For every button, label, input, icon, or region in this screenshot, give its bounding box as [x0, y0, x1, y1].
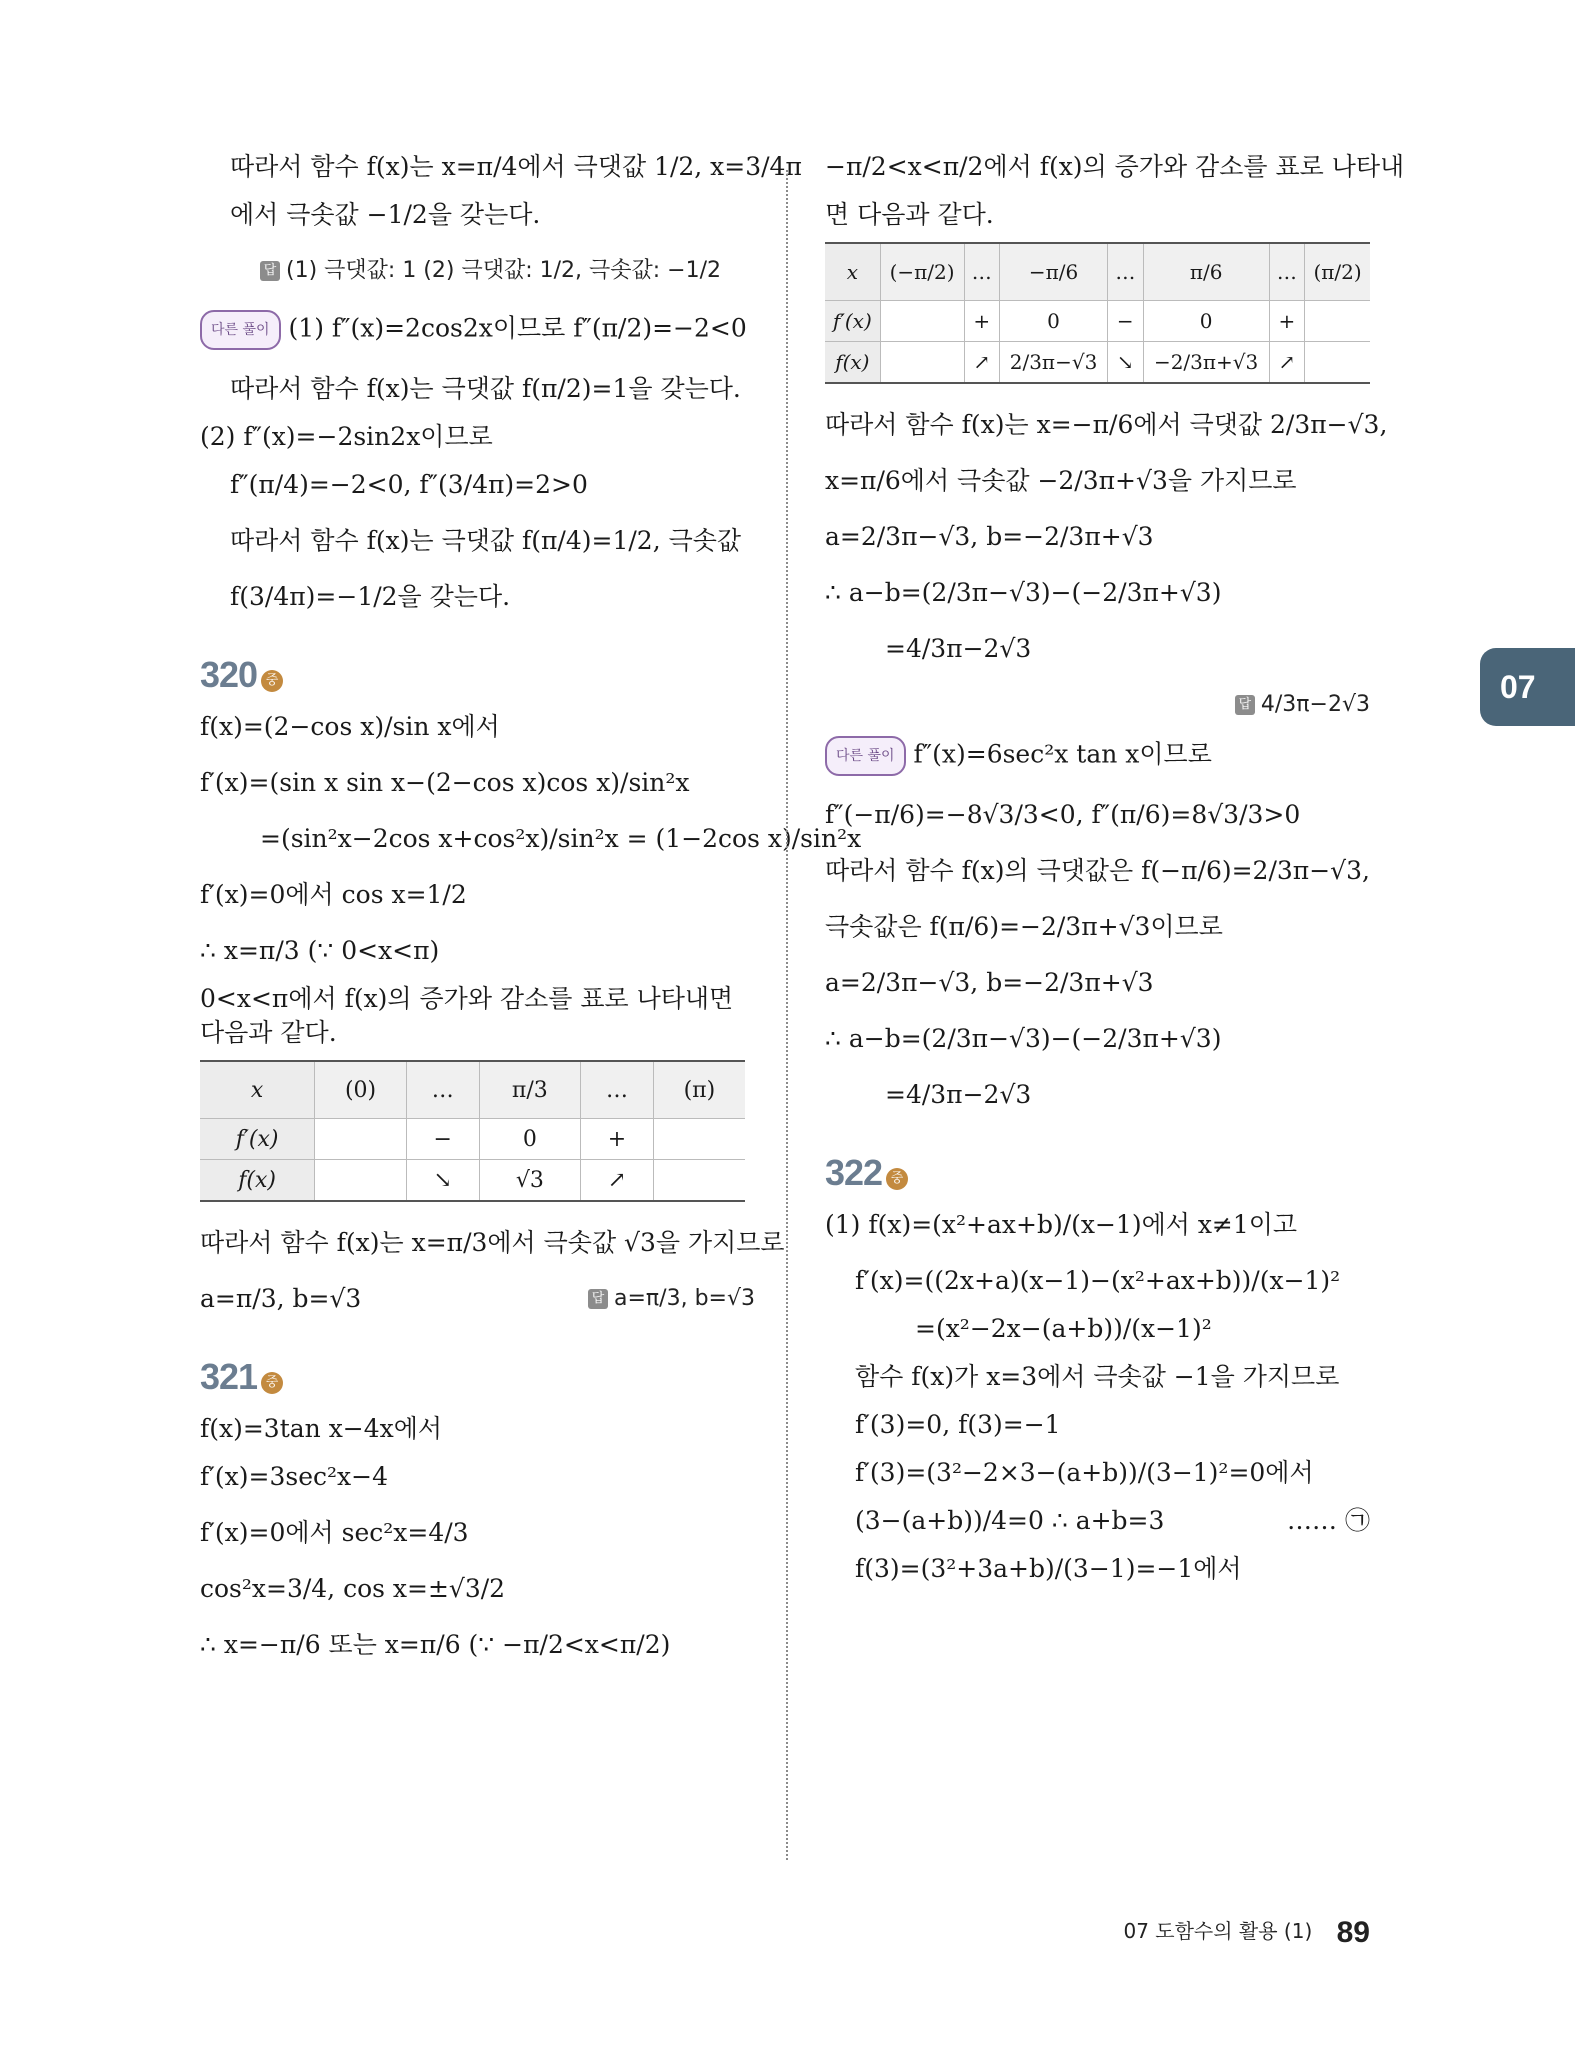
- alt-solution-badge: 다른 풀이: [825, 736, 906, 776]
- alt-solution-badge: 다른 풀이: [200, 310, 281, 350]
- text-line: ∴ a−b=(2/3π−√3)−(−2/3π+√3): [825, 578, 1222, 607]
- text-line: 에서 극솟값 −1/2을 갖는다.: [230, 200, 541, 229]
- text-line: =4/3π−2√3: [885, 1080, 1032, 1109]
- table-cell: (−π/2): [880, 243, 964, 301]
- table-row: [825, 301, 1370, 342]
- chapter-title: 07 도함수의 활용 (1): [1123, 1919, 1313, 1943]
- table-cell: [880, 342, 964, 384]
- table-cell: [1305, 301, 1370, 342]
- table-cell: [1305, 342, 1370, 384]
- answer-icon: 답: [1235, 695, 1255, 715]
- table-cell: 2/3π−√3: [999, 342, 1107, 384]
- text-line: f(3/4π)=−1/2을 갖는다.: [230, 582, 511, 611]
- problem-number: 320: [200, 654, 258, 695]
- text-line: f″(−π/6)=−8√3/3<0, f″(π/6)=8√3/3>0: [825, 800, 1301, 829]
- table-row: [825, 342, 1370, 384]
- answer-line: [200, 254, 755, 288]
- text-line: 따라서 함수 f(x)는 x=π/3에서 극솟값 √3을 가지므로: [200, 1228, 785, 1257]
- variation-table-320: [200, 1060, 745, 1202]
- text-line: ∴ x=π/3 (∵ 0<x<π): [200, 936, 440, 965]
- text-line: =(x²−2x−(a+b))/(x−1)²: [915, 1314, 1212, 1343]
- text-line: (2) f″(x)=−2sin2x이므로: [200, 422, 493, 451]
- table-cell: +: [581, 1119, 654, 1160]
- text-line: 함수 f(x)가 x=3에서 극솟값 −1을 가지므로: [855, 1362, 1340, 1391]
- table-row: [200, 1061, 745, 1119]
- text-line: (1) f(x)=(x²+ax+b)/(x−1)에서 x≠1이고: [825, 1210, 1298, 1239]
- table-row: [825, 243, 1370, 301]
- table-cell: …: [964, 243, 999, 301]
- alt-solution-line: [825, 736, 1370, 776]
- text-line: f″(x)=6sec²x tan x이므로: [913, 739, 1212, 769]
- table-cell: [315, 1160, 407, 1202]
- table-cell: (π/2): [1305, 243, 1370, 301]
- text-line: 따라서 함수 f(x)는 x=−π/6에서 극댓값 2/3π−√3,: [825, 410, 1388, 439]
- table-cell: 0: [479, 1119, 581, 1160]
- text-line: f′(x)=((2x+a)(x−1)−(x²+ax+b))/(x−1)²: [855, 1266, 1341, 1295]
- text-line: f(x)=3tan x−4x에서: [200, 1414, 443, 1443]
- difficulty-badge: 중: [261, 670, 283, 692]
- text-line: −π/2<x<π/2에서 f(x)의 증가와 감소를 표로 나타내: [825, 152, 1405, 181]
- table-cell: −π/6: [999, 243, 1107, 301]
- text-line: [200, 1282, 755, 1316]
- text-line: 따라서 함수 f(x)는 극댓값 f(π/2)=1을 갖는다.: [230, 374, 741, 403]
- column-divider: [786, 170, 788, 1860]
- table-cell: −: [406, 1119, 479, 1160]
- problem-header-322: [825, 1152, 1370, 1194]
- table-cell: +: [1269, 301, 1304, 342]
- table-cell: f(x): [825, 342, 880, 384]
- table-cell: ↗: [964, 342, 999, 384]
- problem-header-321: [200, 1356, 755, 1398]
- text-line: =(sin²x−2cos x+cos²x)/sin²x = (1−2cos x)/sin²x: [260, 824, 862, 853]
- problem-number: 321: [200, 1356, 258, 1397]
- table-cell: π/3: [479, 1061, 581, 1119]
- text-line: cos²x=3/4, cos x=±√3/2: [200, 1574, 506, 1603]
- text-line: ∴ a−b=(2/3π−√3)−(−2/3π+√3): [825, 1024, 1222, 1053]
- equation-text: (3−(a+b))/4=0 ∴ a+b=3: [855, 1506, 1165, 1535]
- difficulty-badge: 중: [886, 1168, 908, 1190]
- answer-icon: 답: [260, 261, 280, 281]
- text-line: 극솟값은 f(π/6)=−2/3π+√3이므로: [825, 912, 1223, 941]
- problem-number: 322: [825, 1152, 883, 1193]
- text-line: f″(π/4)=−2<0, f″(3/4π)=2>0: [230, 470, 588, 499]
- page-number: 89: [1336, 1915, 1370, 1949]
- table-cell: …: [1269, 243, 1304, 301]
- table-row: [200, 1160, 745, 1202]
- text-line: =4/3π−2√3: [885, 634, 1032, 663]
- table-cell: f′(x): [825, 301, 880, 342]
- table-row: [200, 1119, 745, 1160]
- table-cell: …: [581, 1061, 654, 1119]
- text-line: f′(x)=0에서 sec²x=4/3: [200, 1518, 469, 1547]
- text-line: f′(3)=0, f(3)=−1: [855, 1410, 1061, 1439]
- result-text: a=π/3, b=√3: [200, 1284, 362, 1313]
- text-line: f′(x)=0에서 cos x=1/2: [200, 880, 467, 909]
- difficulty-badge: 중: [261, 1372, 283, 1394]
- table-cell: −: [1108, 301, 1143, 342]
- table-cell: …: [406, 1061, 479, 1119]
- answer-line: [588, 1282, 755, 1316]
- text-line: 따라서 함수 f(x)의 극댓값은 f(−π/6)=2/3π−√3,: [825, 856, 1370, 885]
- table-cell: 0: [1143, 301, 1269, 342]
- table-cell: 0: [999, 301, 1107, 342]
- table-cell: ↗: [581, 1160, 654, 1202]
- table-cell: π/6: [1143, 243, 1269, 301]
- table-cell: f′(x): [200, 1119, 315, 1160]
- page-footer: [1123, 1915, 1370, 1950]
- right-column: [825, 150, 1405, 1586]
- text-line: a=2/3π−√3, b=−2/3π+√3: [825, 522, 1154, 551]
- problem-header-320: [200, 654, 755, 696]
- variation-table-321: [825, 242, 1370, 384]
- table-cell: −2/3π+√3: [1143, 342, 1269, 384]
- text-line: 따라서 함수 f(x)는 극댓값 f(π/4)=1/2, 극솟값: [230, 526, 742, 555]
- table-cell: ↘: [1108, 342, 1143, 384]
- table-cell: (π): [653, 1061, 745, 1119]
- table-cell: √3: [479, 1160, 581, 1202]
- answer-icon: 답: [588, 1289, 608, 1309]
- table-cell: [315, 1119, 407, 1160]
- text-line: 따라서 함수 f(x)는 x=π/4에서 극댓값 1/2, x=3/4π: [230, 152, 802, 181]
- text-line: 0<x<π에서 f(x)의 증가와 감소를 표로 나타내면: [200, 984, 734, 1013]
- table-cell: [880, 301, 964, 342]
- text-line: 다음과 같다.: [200, 1018, 337, 1047]
- text-line: 면 다음과 같다.: [825, 200, 994, 229]
- text-line: f(3)=(3²+3a+b)/(3−1)=−1에서: [855, 1554, 1242, 1583]
- table-cell: …: [1108, 243, 1143, 301]
- chapter-side-tab[interactable]: 07: [1480, 648, 1575, 726]
- answer-text: (1) 극댓값: 1 (2) 극댓값: 1/2, 극솟값: −1/2: [286, 258, 722, 283]
- text-line: x=π/6에서 극솟값 −2/3π+√3을 가지므로: [825, 466, 1297, 495]
- text-line: f′(3)=(3²−2×3−(a+b))/(3−1)²=0에서: [855, 1458, 1314, 1487]
- table-cell: f(x): [200, 1160, 315, 1202]
- answer-text: a=π/3, b=√3: [614, 1286, 755, 1311]
- answer-line: [825, 688, 1370, 722]
- table-cell: (0): [315, 1061, 407, 1119]
- table-cell: x: [825, 243, 880, 301]
- text-line: [825, 1504, 1370, 1538]
- text-line: ∴ x=−π/6 또는 x=π/6 (∵ −π/2<x<π/2): [200, 1630, 671, 1659]
- alt-solution-line: [200, 310, 755, 350]
- text-line: f′(x)=3sec²x−4: [200, 1462, 388, 1491]
- table-cell: ↗: [1269, 342, 1304, 384]
- text-line: (1) f″(x)=2cos2x이므로 f″(π/2)=−2<0: [288, 313, 747, 343]
- table-cell: x: [200, 1061, 315, 1119]
- equation-marker: …… ㉠: [1287, 1506, 1370, 1535]
- table-cell: [653, 1160, 745, 1202]
- text-line: f′(x)=(sin x sin x−(2−cos x)cos x)/sin²x: [200, 768, 690, 797]
- text-line: f(x)=(2−cos x)/sin x에서: [200, 712, 500, 741]
- answer-text: 4/3π−2√3: [1260, 692, 1370, 717]
- text-line: a=2/3π−√3, b=−2/3π+√3: [825, 968, 1154, 997]
- table-cell: +: [964, 301, 999, 342]
- table-cell: ↘: [406, 1160, 479, 1202]
- table-cell: [653, 1119, 745, 1160]
